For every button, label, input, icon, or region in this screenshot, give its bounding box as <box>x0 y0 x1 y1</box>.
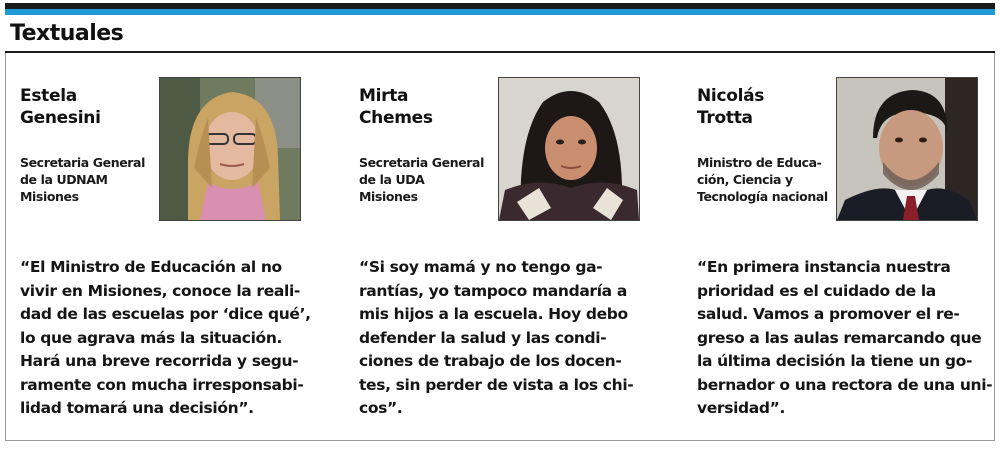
quote-line: lo que agrava más la situación. <box>20 328 283 347</box>
name-line: Estela <box>20 86 77 106</box>
quote-column-genesini <box>6 53 311 440</box>
quote-line: versidad”. <box>697 399 786 417</box>
quote-line: prioridad es el cuidado de la <box>697 281 936 300</box>
quote-line: mis hijos a la escuela. Hoy debo <box>359 305 628 323</box>
quote-text <box>697 256 993 421</box>
quote-line: salud. Vamos a promover el re- <box>697 305 960 323</box>
person-name <box>697 85 764 129</box>
quote-line: ramente con mucha irresponsabi- <box>20 375 304 394</box>
quote-line: dad de las escuelas por ‘dice qué’, <box>20 305 311 323</box>
section-title: Textuales <box>10 21 124 46</box>
quote-line: cos”. <box>359 399 403 417</box>
name-line: Mirta <box>359 86 409 106</box>
portrait-man-suit-icon <box>836 77 978 221</box>
person-role <box>697 154 828 205</box>
quote-line: greso a las aulas remarcando que <box>697 328 982 347</box>
name-line: Genesini <box>20 108 101 128</box>
person-role <box>20 154 145 205</box>
portrait-woman-dark-hair-icon <box>498 77 640 221</box>
quote-line: ciones de trabajo de los docen- <box>359 352 622 370</box>
role-line: ción, Ciencia y <box>697 172 793 187</box>
name-line: Nicolás <box>697 86 765 106</box>
quotes-panel <box>5 53 995 441</box>
quote-line: “Si soy mamá y no tengo ga- <box>359 258 603 276</box>
role-line: Ministro de Educa- <box>697 155 822 170</box>
top-rule-blue <box>5 9 995 15</box>
role-line: de la UDA <box>359 172 425 187</box>
name-line: Chemes <box>359 108 433 128</box>
quote-column-trotta <box>683 53 993 440</box>
person-role <box>359 154 484 205</box>
quote-line: “El Ministro de Educación al no <box>20 258 282 276</box>
person-name <box>20 85 101 129</box>
quote-line: vivir en Misiones, conoce la reali- <box>20 281 301 300</box>
quote-line: Hará una breve recorrida y segu- <box>20 352 299 370</box>
quote-column-chemes <box>345 53 645 440</box>
role-line: Misiones <box>359 189 418 204</box>
quote-line: rantías, yo tampoco mandaría a <box>359 281 627 300</box>
role-line: Secretaria General <box>359 155 484 170</box>
portrait-woman-blonde-icon <box>159 77 301 221</box>
quote-line: tes, sin perder de vista a los chi- <box>359 375 634 394</box>
quote-text <box>359 256 639 421</box>
quote-line: defender la salud y las condi- <box>359 328 607 347</box>
person-name <box>359 85 433 129</box>
quote-line: la última decisión la tiene un go- <box>697 352 973 370</box>
quote-line: bernador o una rectora de una uni- <box>697 375 993 394</box>
name-line: Trotta <box>697 108 753 128</box>
quote-line: lidad tomará una decisión”. <box>20 399 254 417</box>
quote-text <box>20 256 311 421</box>
role-line: Tecnología nacional <box>697 189 828 204</box>
role-line: Secretaria General <box>20 155 145 170</box>
quote-line: “En primera instancia nuestra <box>697 258 951 276</box>
role-line: Misiones <box>20 189 79 204</box>
role-line: de la UDNAM <box>20 172 108 187</box>
